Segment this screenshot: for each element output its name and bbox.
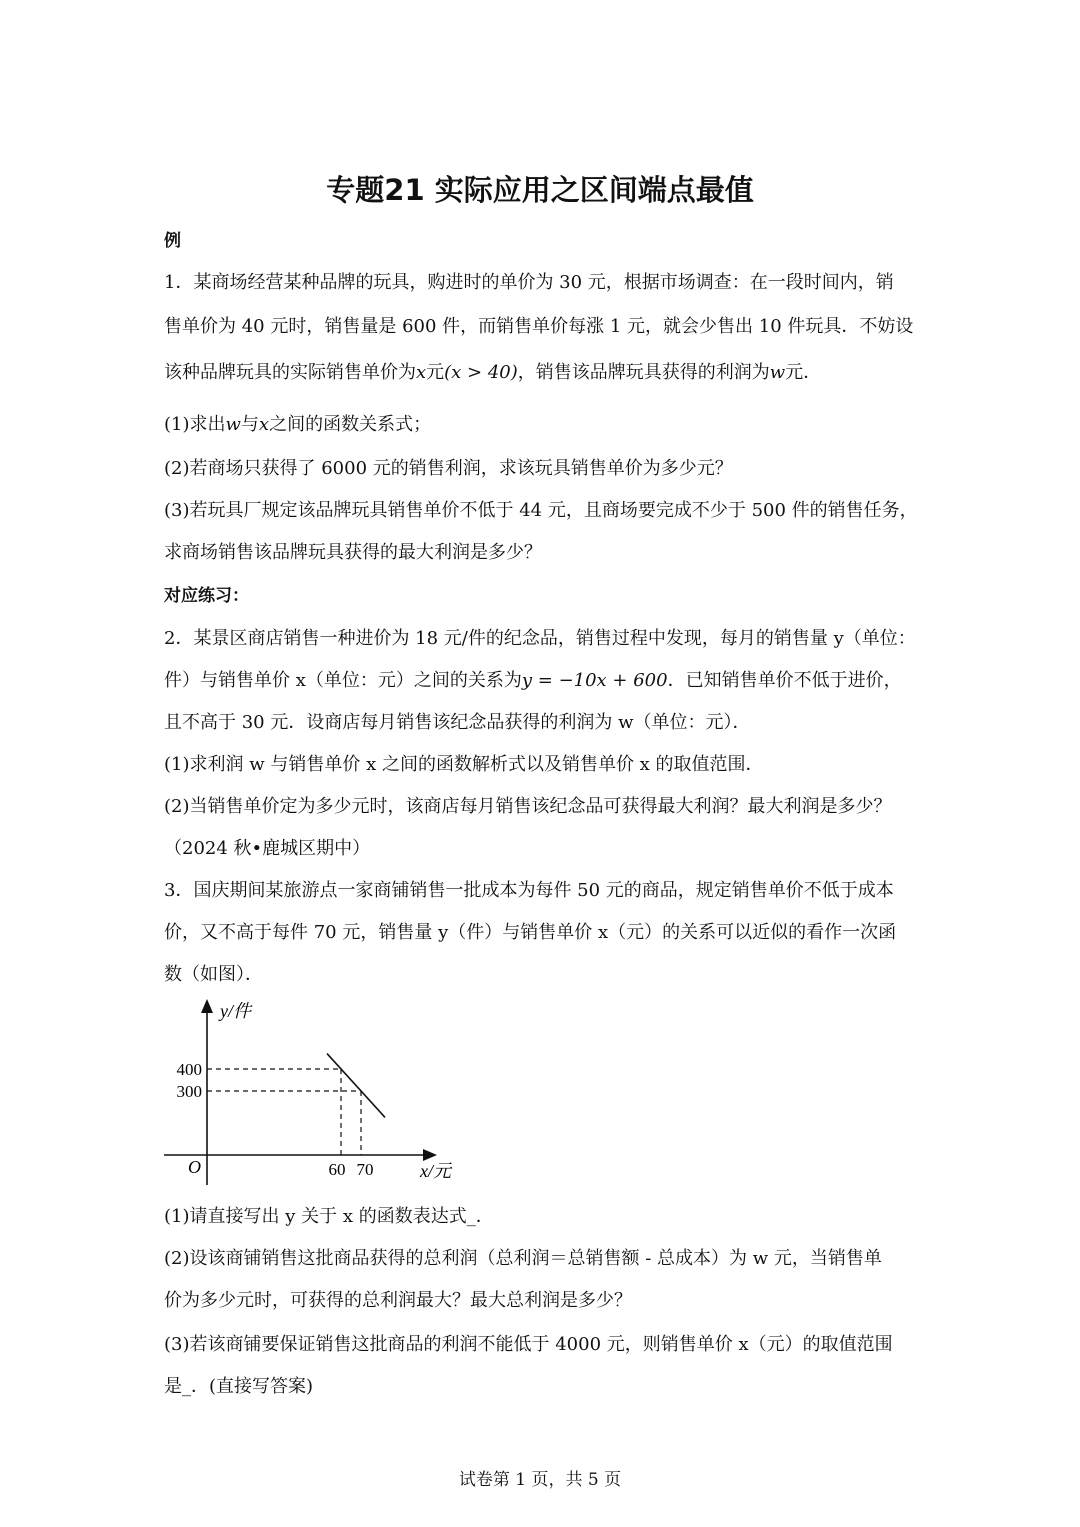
x-tick-60: 60 <box>328 1160 346 1179</box>
x-tick-70: 70 <box>356 1160 374 1179</box>
q1-line-2: 售单价为 40 元时，销售量是 600 件，而销售单价每涨 1 元，就会少售出 10 件玩具．不妨设 <box>164 316 914 337</box>
q1-condition: (x > 40) <box>444 362 518 383</box>
q1-part-3a: (3)若玩具厂规定该品牌玩具销售单价不低于 44 元，且商场要完成不少于 500 件的销售任务， <box>164 500 918 521</box>
function-line <box>327 1054 385 1118</box>
q1-part-3b: 求商场销售该品牌玩具获得的最大利润是多少？ <box>164 542 542 563</box>
q3-line-3: 数（如图）． <box>164 964 263 985</box>
y-tick-400: 400 <box>176 1060 202 1079</box>
page-title: 专题21 实际应用之区间端点最值 <box>326 173 754 207</box>
q2-line-2: 件）与销售单价 x（单位：元）之间的关系为y = −10x + 600．已知销售单价不低于进价， <box>164 670 902 691</box>
q2-formula: y = −10x + 600 <box>521 670 668 691</box>
x-axis-arrow <box>423 1149 437 1161</box>
q3-source: （2024 秋•鹿城区期中） <box>164 838 371 859</box>
q3-part-2b: 价为多少元时，可获得的总利润最大？最大总利润是多少？ <box>164 1290 632 1311</box>
example-label: 例 <box>164 231 181 251</box>
q2-part-2: (2)当销售单价定为多少元时，该商店每月销售该纪念品可获得最大利润？最大利润是多少？ <box>164 796 892 817</box>
q2-line-3: 且不高于 30 元．设商店每月销售该纪念品获得的利润为 w（单位：元）． <box>164 712 751 733</box>
q1-part-2: (2)若商场只获得了 6000 元的销售利润，求该玩具销售单价为多少元？ <box>164 458 733 479</box>
q2-part-1: (1)求利润 w 与销售单价 x 之间的函数解析式以及销售单价 x 的取值范围． <box>164 754 764 775</box>
q3-part-3a: (3)若该商铺要保证销售这批商品的利润不能低于 4000 元，则销售单价 x（元）的取值范围 <box>164 1334 893 1355</box>
origin-label: O <box>188 1157 201 1177</box>
q3-line-2: 价，又不高于每件 70 元，销售量 y（件）与销售单价 x（元）的关系可以近似的看作一次函 <box>164 922 897 943</box>
y-axis-arrow <box>201 999 213 1013</box>
q1-line-1: 1．某商场经营某种品牌的玩具，购进时的单价为 30 元，根据市场调查：在一段时间内，销 <box>164 272 894 293</box>
y-axis-label: y/件 <box>220 1001 251 1021</box>
q1-part-1: (1)求出w与x之间的函数关系式； <box>164 414 432 435</box>
y-tick-300: 300 <box>176 1082 202 1101</box>
q1-line-3: 该种品牌玩具的实际销售单价为x元(x > 40)，销售该品牌玩具获得的利润为w元． <box>164 362 822 383</box>
q2-line-1: 2．某景区商店销售一种进价为 18 元/件的纪念品，销售过程中发现，每月的销售量 y（单位： <box>164 628 916 649</box>
q3-part-3b: 是_．(直接写答案) <box>164 1376 314 1397</box>
practice-label: 对应练习： <box>164 586 249 606</box>
page-footer: 试卷第 1 页，共 5 页 <box>458 1470 622 1490</box>
q3-line-1: 3．国庆期间某旅游点一家商铺销售一批成本为每件 50 元的商品，规定销售单价不低于成本 <box>164 880 894 901</box>
q3-graph <box>160 995 480 1190</box>
x-axis-label: x/元 <box>420 1161 451 1181</box>
q3-part-2a: (2)设该商铺销售这批商品获得的总利润（总利润＝总销售额 - 总成本）为 w 元，当销售单 <box>164 1248 882 1269</box>
q3-part-1: (1)请直接写出 y 关于 x 的函数表达式_． <box>164 1206 494 1227</box>
